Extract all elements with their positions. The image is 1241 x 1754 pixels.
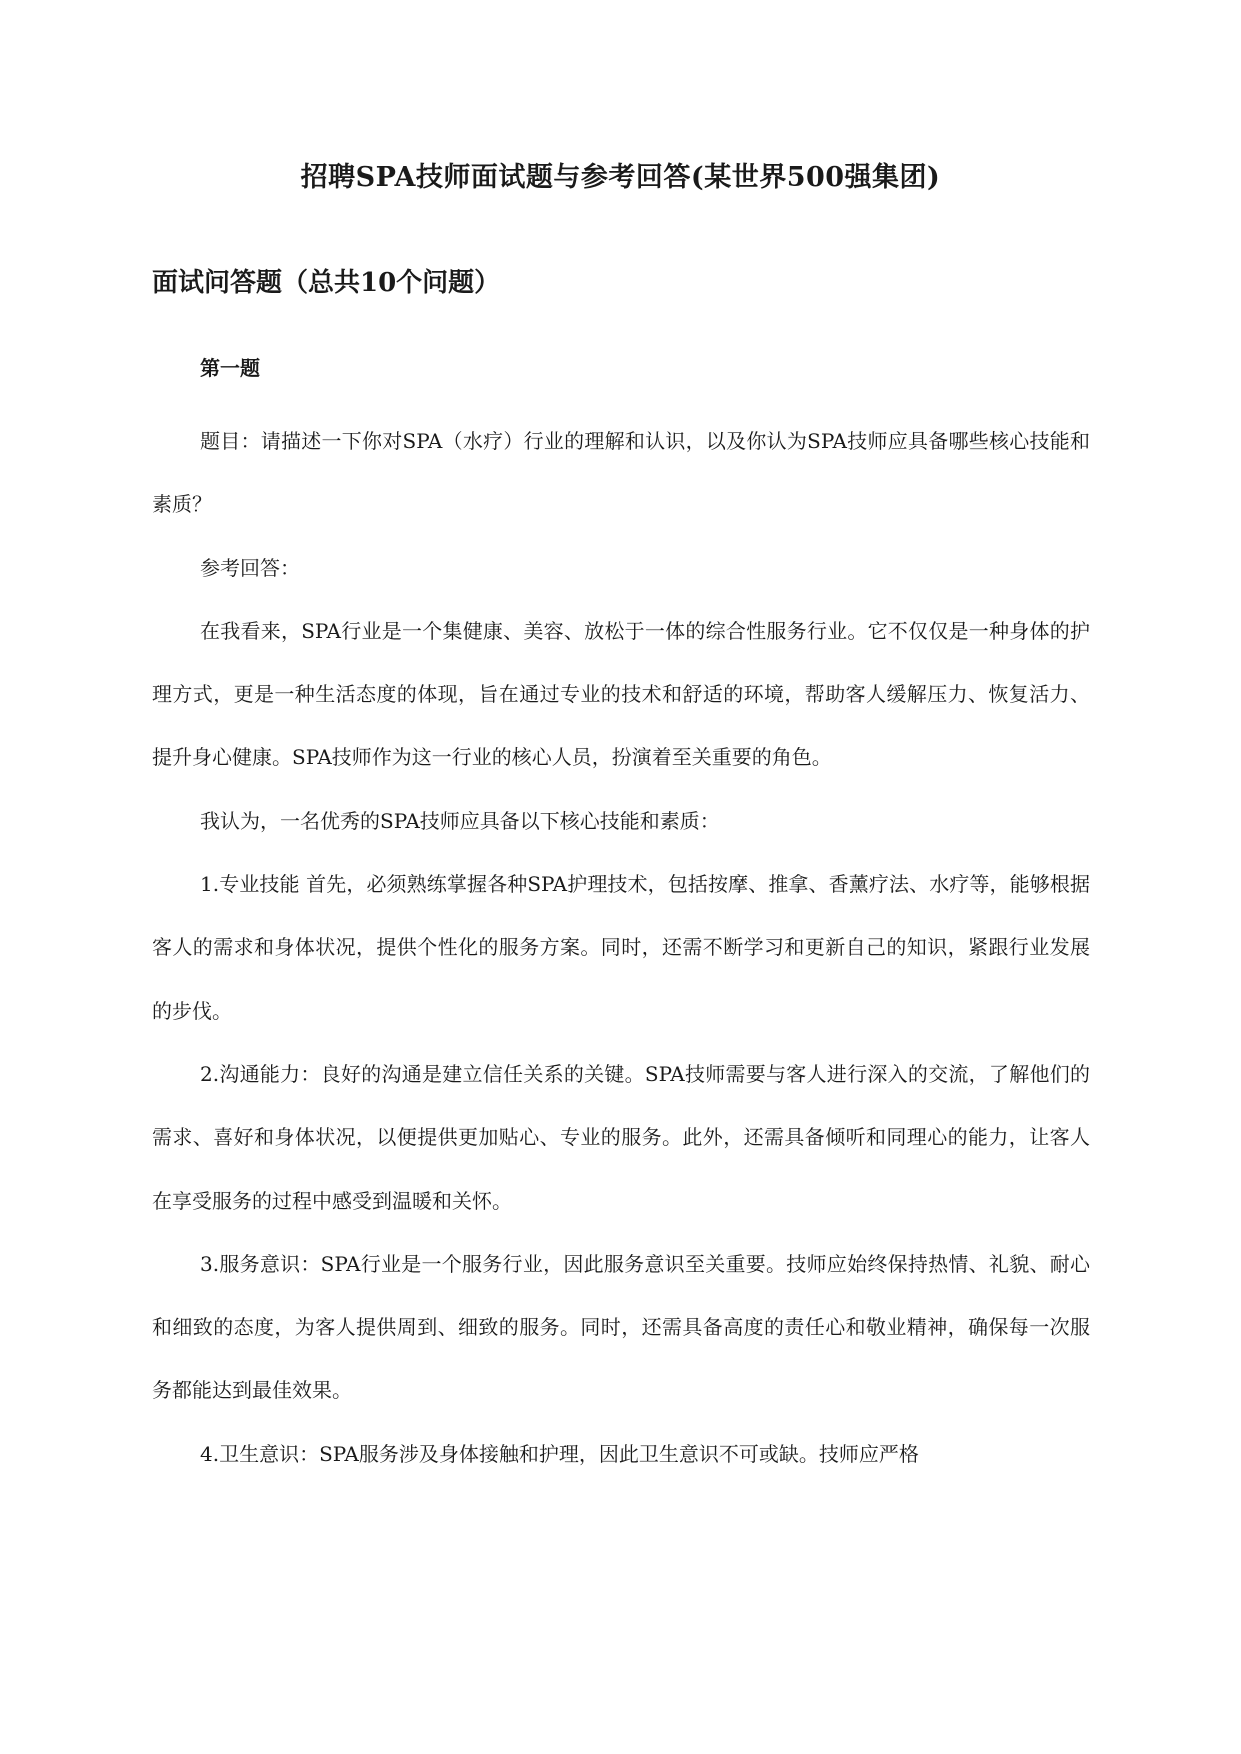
list-item: 1.专业技能 首先，必须熟练掌握各种SPA护理技术，包括按摩、推拿、香薰疗法、水疗等，能够根据客人的需求和身体状况，提供个性化的服务方案。同时，还需不断学习和更新自己的知识，紧跟行业发展的步伐。 xyxy=(152,872,1090,1023)
document-body xyxy=(152,410,1090,1486)
list-item: 2.沟通能力：良好的沟通是建立信任关系的关键。SPA技师需要与客人进行深入的交流，了解他们的需求、喜好和身体状况，以便提供更加贴心、专业的服务。此外，还需具备倾听和同理心的能力，让客人在享受服务的过程中感受到温暖和关怀。 xyxy=(152,1061,1090,1213)
document-title: 招聘SPA技师面试题与参考回答(某世界500强集团) xyxy=(300,162,941,193)
question-prompt: 题目：请描述一下你对SPA（水疗）行业的理解和认识，以及你认为SPA技师应具备哪些核心技能和素质？ xyxy=(152,429,1090,517)
section-heading: 面试问答题（总共10个问题） xyxy=(152,268,501,298)
answer-label: 参考回答： xyxy=(200,555,300,580)
body-paragraph: 在我看来，SPA行业是一个集健康、美容、放松于一体的综合性服务行业。它不仅仅是一种身体的护理方式，更是一种生活态度的体现，旨在通过专业的技术和舒适的环境，帮助客人缓解压力、恢复活力、提升身心健康。SPA技师作为这一行业的核心人员，扮演着至关重要的角色。 xyxy=(152,618,1090,770)
list-item: 3.服务意识：SPA行业是一个服务行业，因此服务意识至关重要。技师应始终保持热情、礼貌、耐心和细致的态度，为客人提供周到、细致的服务。同时，还需具备高度的责任心和敬业精神，确保每一次服务都能达到最佳效果。 xyxy=(152,1251,1090,1403)
list-item: 4.卫生意识：SPA服务涉及身体接触和护理，因此卫生意识不可或缺。技师应严格 xyxy=(200,1441,919,1466)
body-paragraph: 我认为，一名优秀的SPA技师应具备以下核心技能和素质： xyxy=(200,808,720,833)
question-heading: 第一题 xyxy=(200,356,260,380)
